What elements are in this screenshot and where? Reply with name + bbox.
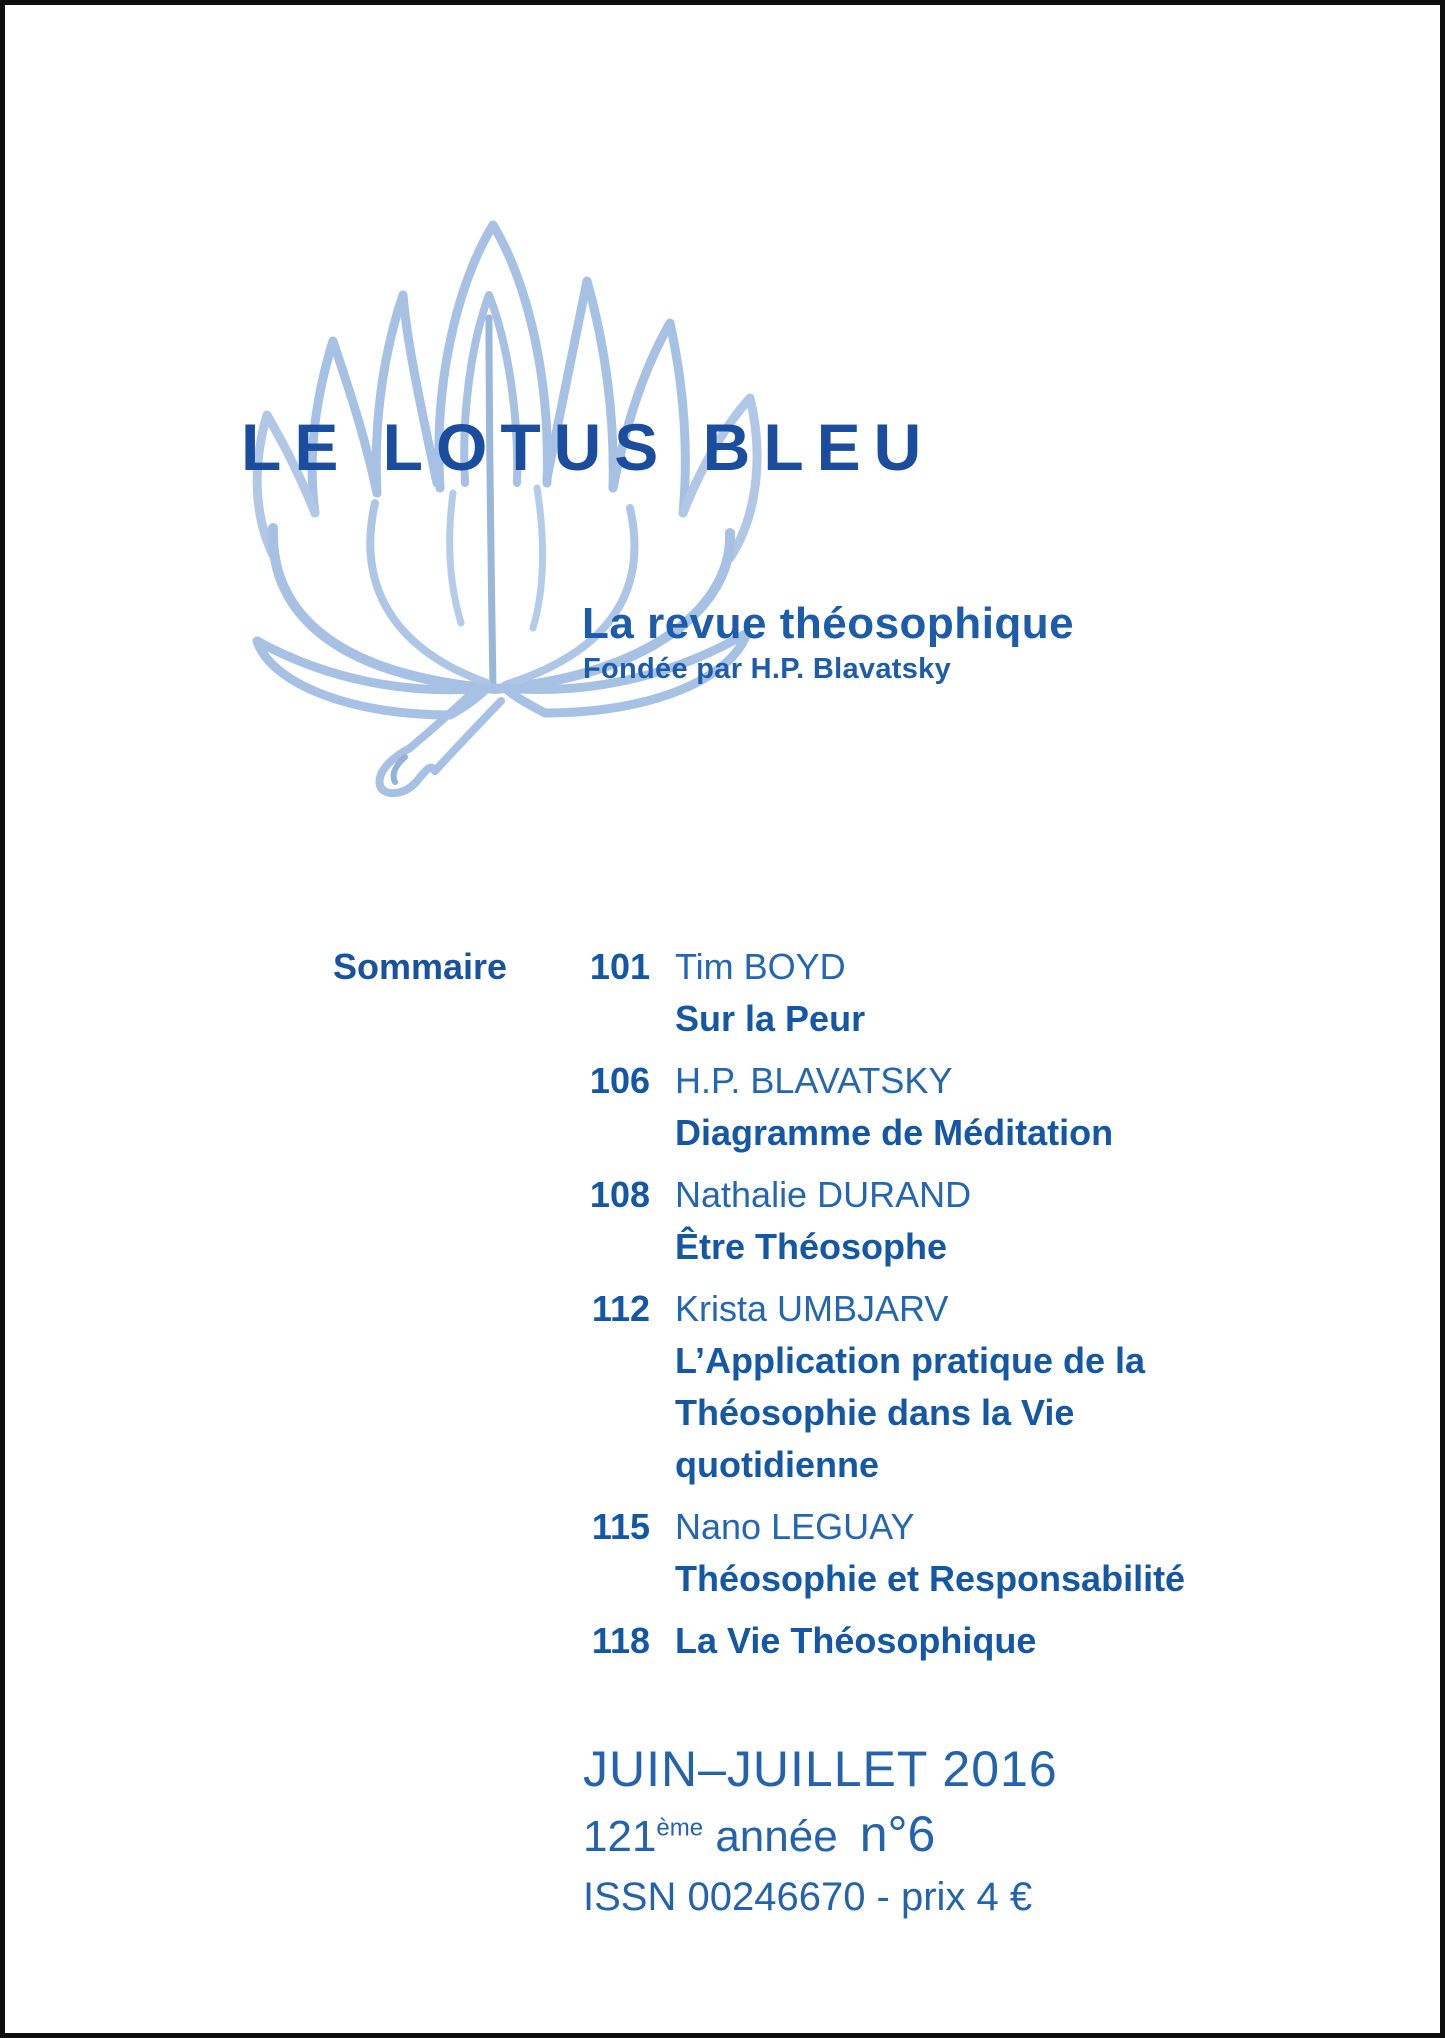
- issue-year-suffix: ème: [656, 1814, 704, 1842]
- sommaire-heading: Sommaire: [333, 946, 508, 987]
- issn-price-line: ISSN 00246670 - prix 4 €: [583, 1875, 1033, 1919]
- toc-author: H.P. BLAVATSKY: [675, 1060, 953, 1101]
- toc-entry: [588, 1501, 1228, 1605]
- founder-line: Fondée par H.P. Blavatsky: [583, 653, 952, 685]
- issue-info: [583, 1741, 1058, 1920]
- toc-entry: [588, 941, 1228, 1045]
- toc-page-number: 101: [589, 946, 650, 987]
- toc-author: Nano LEGUAY: [675, 1506, 915, 1547]
- lotus-flower-icon: [225, 183, 805, 803]
- toc-page-number: 118: [591, 1620, 650, 1661]
- toc-entry: [588, 1615, 1228, 1667]
- toc-author: Nathalie DURAND: [675, 1174, 972, 1215]
- toc-article-title: La Vie Théosophique: [675, 1620, 1037, 1661]
- issue-date: JUIN–JUILLET 2016: [583, 1741, 1058, 1797]
- toc-article-title: Être Théosophe: [675, 1226, 948, 1267]
- magazine-title: LE LOTUS BLEU: [241, 410, 935, 484]
- lotus-logo: [225, 183, 805, 803]
- toc-page-number: 115: [591, 1506, 650, 1547]
- toc-page-number: 108: [589, 1174, 650, 1215]
- toc-entry: [588, 1055, 1228, 1159]
- toc-entry: [588, 1169, 1228, 1273]
- magazine-subtitle: La revue théosophique: [582, 599, 1075, 648]
- toc-article-title: Théosophie et Responsabilité: [675, 1558, 1186, 1599]
- toc-article-title: L’Application pratique de la Théosophie dans la Vie quotidienne: [675, 1340, 1146, 1485]
- issue-year-number: 121: [583, 1812, 657, 1861]
- toc-article-title: Diagramme de Méditation: [675, 1112, 1114, 1153]
- toc-entry: [588, 1283, 1228, 1491]
- toc-page-number: 106: [589, 1060, 650, 1101]
- toc-article-title: Sur la Peur: [675, 998, 866, 1039]
- toc-author: Tim BOYD: [675, 946, 846, 987]
- toc-page-number: 112: [591, 1288, 650, 1329]
- issue-year-label: année: [703, 1812, 838, 1861]
- issue-number: n°6: [859, 1806, 936, 1862]
- table-of-contents: [588, 941, 1228, 1677]
- toc-author: Krista UMBJARV: [675, 1288, 949, 1329]
- issue-year-line: [583, 1806, 1058, 1862]
